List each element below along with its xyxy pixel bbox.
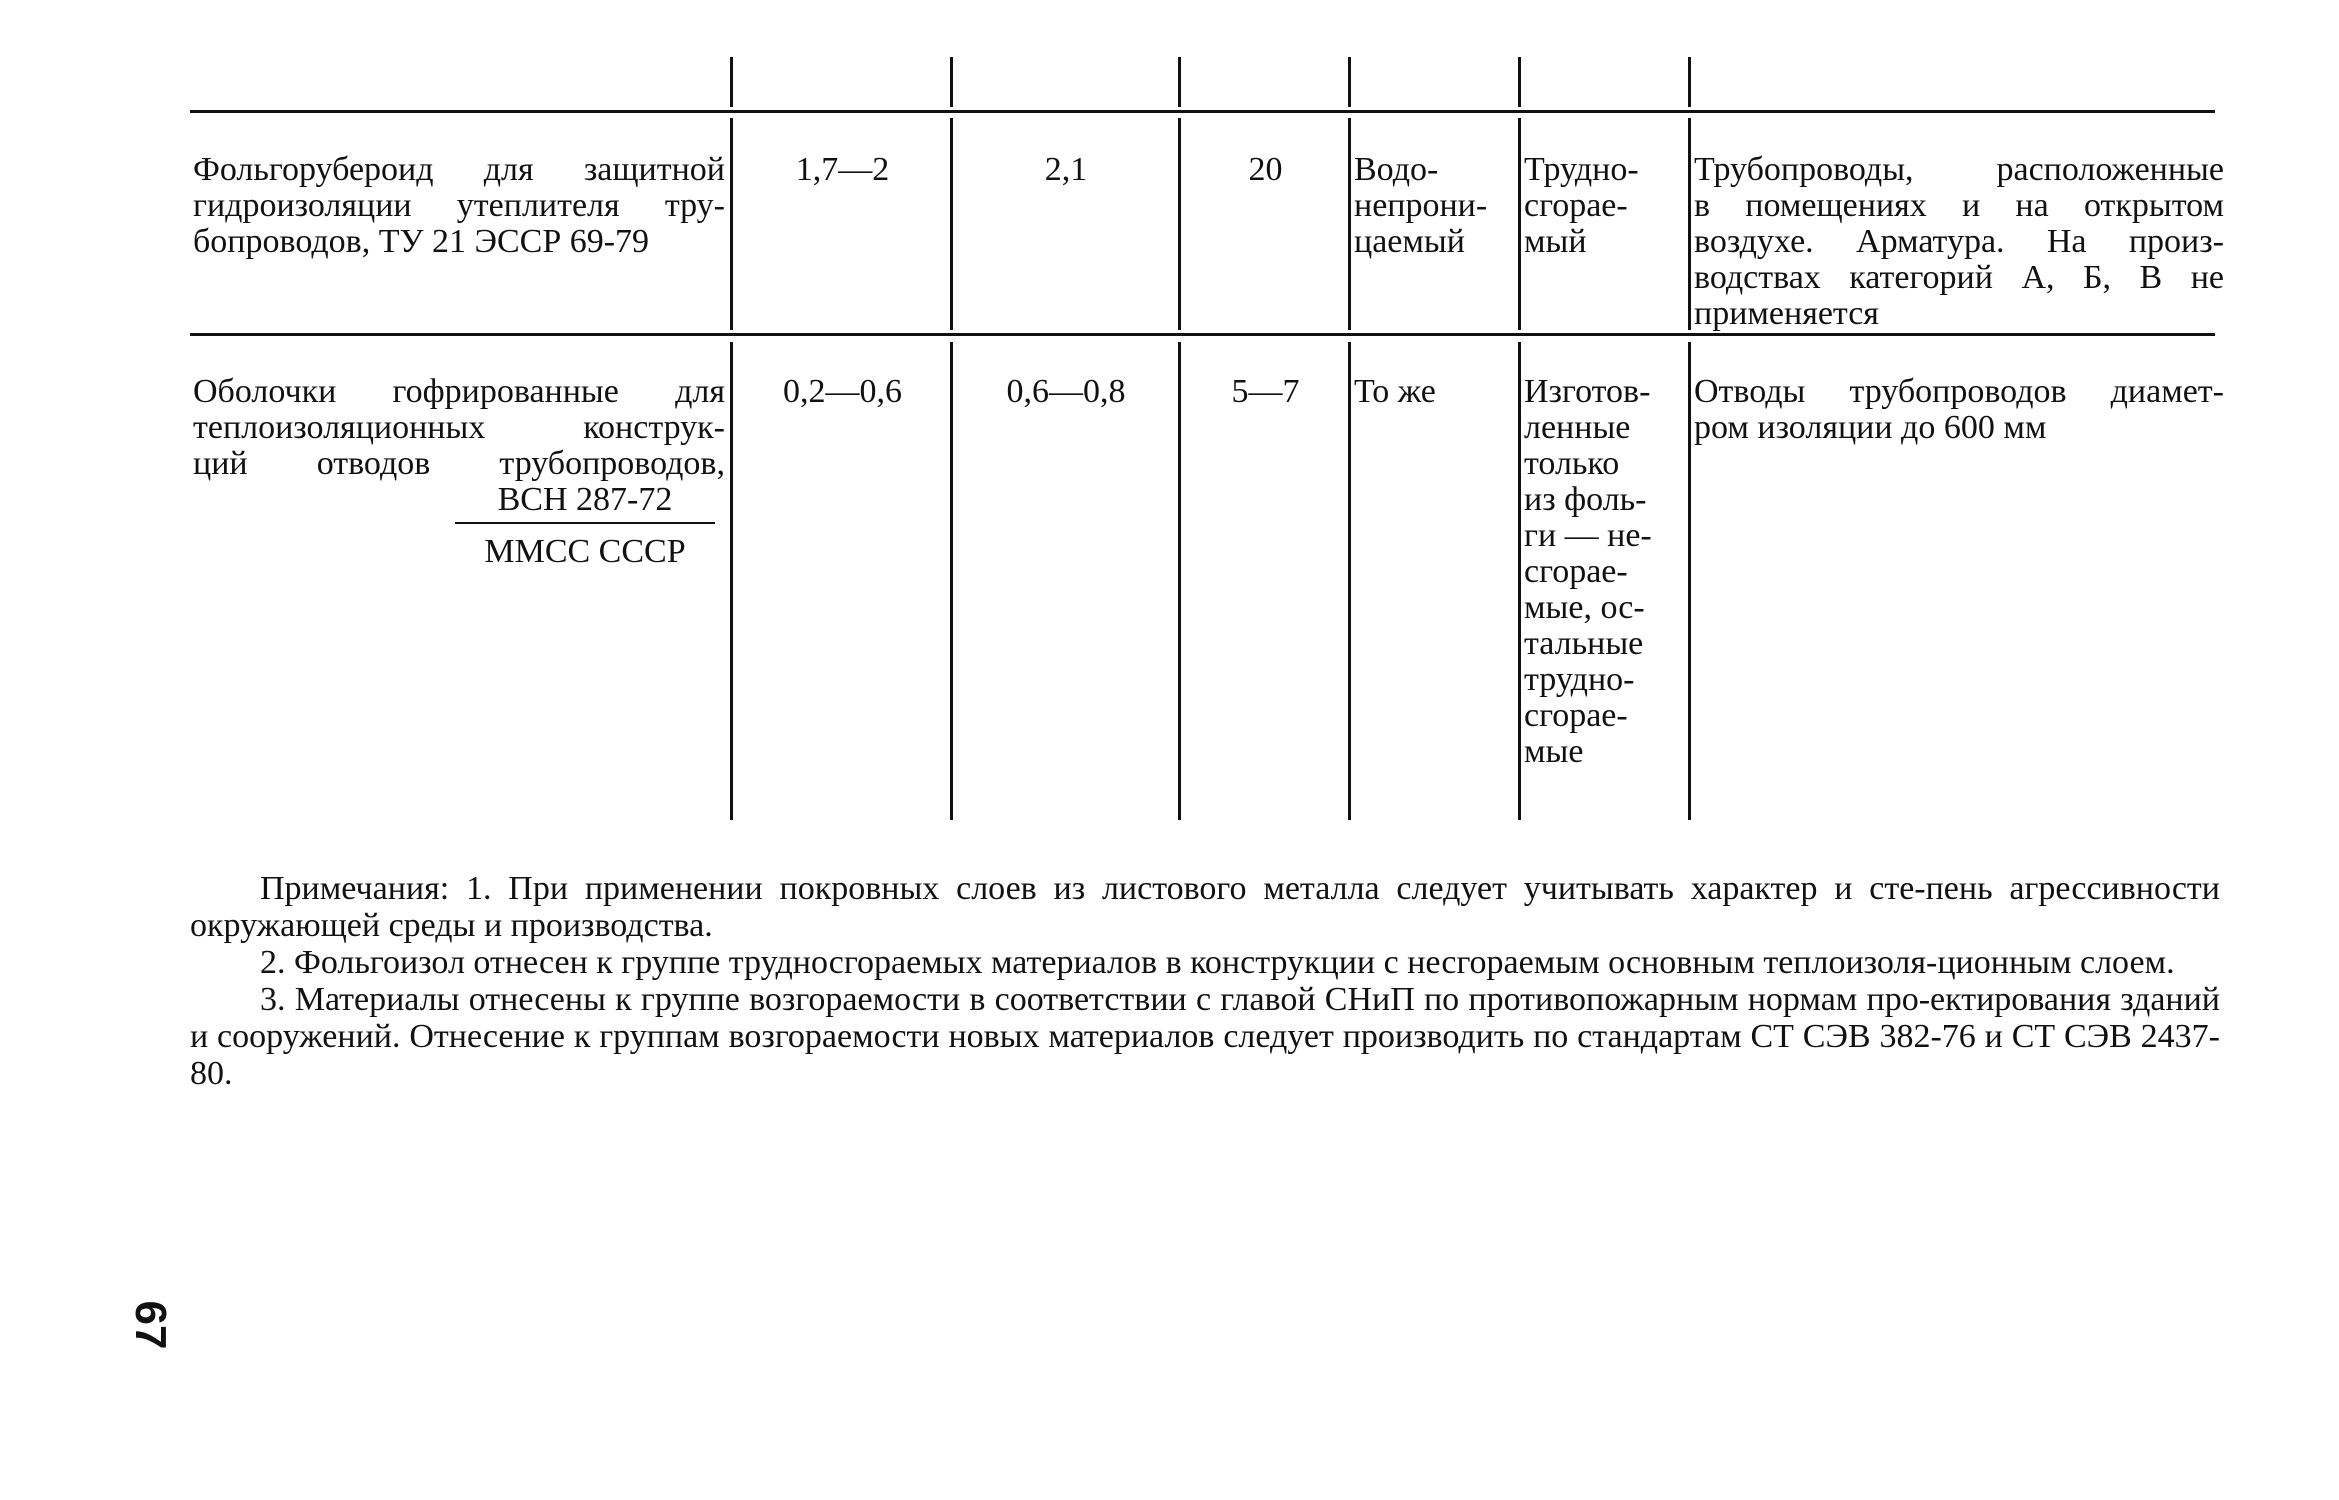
value-cell: 20 bbox=[1248, 151, 1283, 188]
application-line: воздухе. Арматура. На произ- bbox=[1694, 223, 2224, 260]
note-1: Примечания: 1. При применении покровных слоев из листового металла следует учитывать характер и сте-пень агрессивности окружающей среды и производства. bbox=[190, 870, 2220, 944]
material-line: гидроизоляции утеплителя тру- bbox=[193, 187, 725, 224]
column-divider bbox=[1688, 57, 1691, 107]
column-divider bbox=[730, 118, 733, 330]
column-divider bbox=[730, 57, 733, 107]
water-property-cell: То же bbox=[1354, 373, 1436, 410]
value-cell: 0,6—0,8 bbox=[1006, 373, 1126, 410]
column-divider bbox=[1178, 57, 1181, 107]
material-line: Фольгорубероид для защитной bbox=[193, 151, 725, 188]
column-divider bbox=[1348, 342, 1351, 820]
column-divider bbox=[1348, 118, 1351, 330]
note-3: 3. Материалы отнесены к группе возгораемости в соответствии с главой СНиП по противопожарным нормам про-ектирования зданий и сооружений. Отнесение к группам возгораемости новых материалов следует производить по стандартам СТ СЭВ 382-76 и СТ СЭВ 2437-80. bbox=[190, 981, 2220, 1092]
column-divider bbox=[950, 57, 953, 107]
column-divider bbox=[950, 342, 953, 820]
material-line: бопроводов, ТУ 21 ЭССР 69-79 bbox=[193, 223, 650, 260]
material-name-cell bbox=[193, 152, 725, 260]
column-divider bbox=[1688, 342, 1691, 820]
application-line: водствах категорий А, Б, В не bbox=[1694, 259, 2224, 296]
value-cell: 5—7 bbox=[1231, 373, 1300, 410]
column-divider bbox=[1348, 57, 1351, 107]
column-divider bbox=[1178, 342, 1181, 820]
column-divider bbox=[950, 118, 953, 330]
column-divider bbox=[1518, 57, 1521, 107]
column-divider bbox=[1688, 118, 1691, 330]
material-line: ций отводов трубопроводов, bbox=[193, 445, 725, 482]
application-cell bbox=[1694, 152, 2224, 332]
column-divider bbox=[1518, 342, 1521, 820]
application-line: ром изоляции до 600 мм bbox=[1694, 409, 2047, 446]
material-line: теплоизоляционных конструк- bbox=[193, 409, 725, 446]
application-line: Отводы трубопроводов диамет- bbox=[1694, 373, 2224, 410]
flammability-cell: Изготов- ленные только из фоль- ги — не- сгорае- мые, ос- тальные трудно- сгорае- мые bbox=[1524, 373, 1652, 770]
column-divider bbox=[1178, 118, 1181, 330]
column-divider bbox=[730, 342, 733, 820]
flammability-cell: Трудно- сгорае- мый bbox=[1524, 151, 1639, 260]
material-line: Оболочки гофрированные для bbox=[193, 373, 725, 410]
value-cell: 1,7—2 bbox=[795, 151, 890, 188]
application-line: применяется bbox=[1694, 295, 1879, 332]
application-cell bbox=[1694, 374, 2224, 446]
page-number: 67 bbox=[126, 1300, 175, 1350]
note-2: 2. Фольгоизол отнесен к группе трудносгораемых материалов в конструкции с несгораемым основным теплоизоля-ционным слоем. bbox=[260, 944, 2175, 981]
table-row-divider bbox=[190, 333, 2215, 336]
application-line: в помещениях и на открытом bbox=[1694, 187, 2224, 224]
value-cell: 2,1 bbox=[1044, 151, 1088, 188]
standard-denominator: ММСС СССР bbox=[484, 533, 686, 570]
water-property-cell: Водо- непрони- цаемый bbox=[1354, 151, 1488, 260]
column-divider bbox=[1518, 118, 1521, 330]
standard-numerator: ВСН 287-72 bbox=[497, 481, 673, 518]
application-line: Трубопроводы, расположенные bbox=[1694, 151, 2224, 188]
value-cell: 0,2—0,6 bbox=[783, 373, 902, 410]
material-name-cell bbox=[193, 374, 725, 482]
fraction-bar bbox=[455, 522, 715, 524]
notes-block bbox=[190, 870, 2220, 1092]
table-top-rule bbox=[190, 110, 2215, 113]
